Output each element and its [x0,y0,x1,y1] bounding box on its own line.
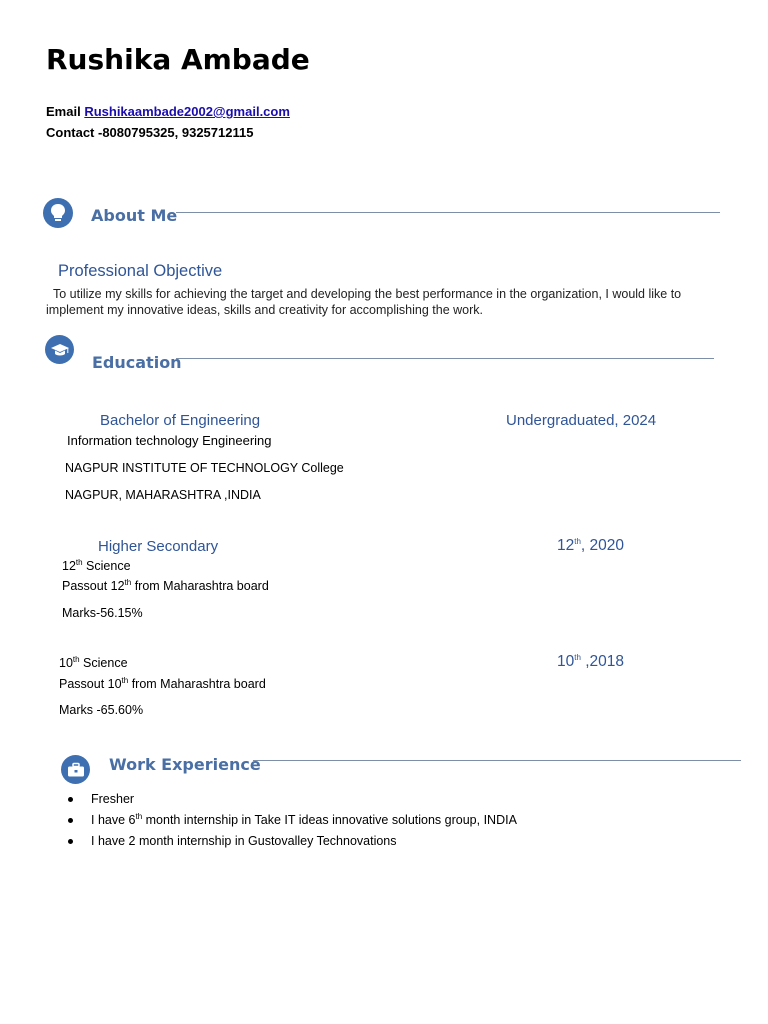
objective-heading: Professional Objective [58,262,223,280]
bullet-dot [68,818,73,823]
hsc-marks: Marks-56.15% [62,606,143,620]
hsc-title: Higher Secondary [98,538,219,555]
about-section-title: About Me [91,206,178,225]
work-item-internship-gustovalley: I have 2 month internship in Gustovalley Technovations [91,834,397,848]
education-section-title: Education [92,353,182,372]
candidate-name: Rushika Ambade [46,43,310,76]
ssc-stream: 10th Science [59,654,128,670]
bullet-dot [68,797,73,802]
hsc-year: 12th, 2020 [557,536,625,554]
email-link[interactable]: Rushikaambade2002@gmail.com [84,104,290,119]
degree-title: Bachelor of Engineering [100,412,261,429]
email-label: Email [46,104,81,119]
ssc-year: 10th ,2018 [557,652,625,670]
bullet-dot [68,839,73,844]
work-item-fresher: Fresher [91,792,135,806]
ssc-marks: Marks -65.60% [59,703,144,717]
phone-line: Contact -8080795325, 9325712115 [46,125,254,140]
work-divider [253,760,741,761]
work-section-title: Work Experience [109,755,261,774]
objective-text: To utilize my skills for achieving the target and developing the best performance in the organization, I would like to implement my innovative ideas, skills and creativity for accomplishing the work. [46,287,682,317]
work-item-internship-takeit: I have 6th month internship in Take IT ideas innovative solutions group, INDIA [91,811,517,827]
college-location: NAGPUR, MAHARASHTRA ,INDIA [65,488,261,502]
briefcase-icon [61,755,90,784]
ssc-passout: Passout 10th from Maharashtra board [59,675,266,691]
degree-status: Undergraduated, 2024 [506,412,657,429]
degree-branch: Information technology Engineering [67,433,272,448]
education-divider [176,358,714,359]
hsc-passout: Passout 12th from Maharashtra board [62,577,269,593]
about-divider [176,212,720,213]
graduation-cap-icon [45,335,74,364]
hsc-stream: 12th Science [62,557,131,573]
college-name: NAGPUR INSTITUTE OF TECHNOLOGY College [65,461,344,475]
email-line [46,104,290,119]
lightbulb-icon [43,198,73,228]
